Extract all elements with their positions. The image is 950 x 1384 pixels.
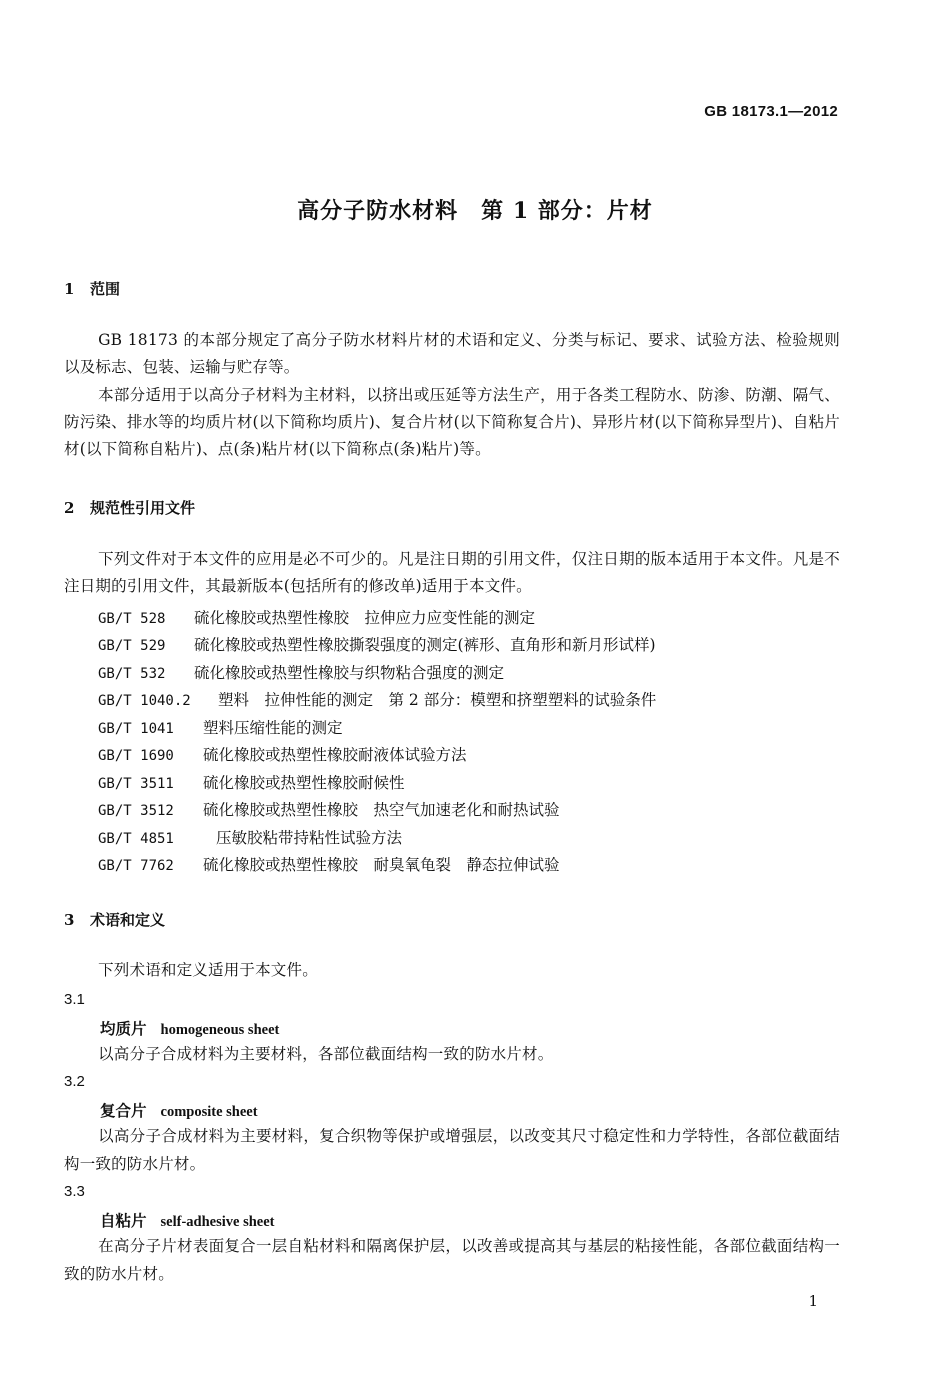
section-2-intro: [64, 546, 840, 601]
reference-item: [98, 771, 405, 793]
reference-code: GB/T 1040.2: [98, 693, 191, 709]
section-2-heading: [64, 497, 195, 518]
reference-item: [98, 716, 343, 738]
term-name: [100, 1209, 274, 1231]
term-definition: [64, 1232, 840, 1288]
section-3-intro: [64, 957, 840, 984]
reference-item: [98, 688, 656, 710]
reference-code: GB/T 3512: [98, 803, 174, 819]
paragraph: 本部分适用于以高分子材料为主材料，以挤出或压延等方法生产，用于各类工程防水、防渗、防潮、隔气、防污染、排水等的均质片材(以下简称均质片)、复合片材(以下简称复合片)、异形片材(以下简称异型片)、自粘片材(以下简称自粘片)、点(条)粘片材(以下简称点(条)粘片)等。: [64, 385, 840, 459]
reference-item: [98, 633, 656, 655]
reference-code: GB/T 7762: [98, 858, 174, 874]
paragraph: 以高分子合成材料为主要材料，各部位截面结构一致的防水片材。: [98, 1045, 554, 1063]
reference-title: 硫化橡胶或热塑性橡胶耐液体试验方法: [203, 746, 467, 764]
reference-code: GB/T 3511: [98, 776, 174, 792]
term-number: 3.2: [64, 1073, 85, 1090]
paragraph: 下列文件对于本文件的应用是必不可少的。凡是注日期的引用文件，仅注日期的版本适用于本文件。凡是不注日期的引用文件，其最新版本(包括所有的修改单)适用于本文件。: [64, 550, 840, 596]
reference-code: GB/T 528: [98, 611, 166, 627]
section-1-heading: [64, 278, 120, 299]
reference-item: [98, 826, 402, 848]
term-definition: [64, 1040, 840, 1068]
reference-code: GB/T 4851: [98, 831, 174, 847]
section-number: 3: [64, 911, 75, 929]
reference-title: 硫化橡胶或热塑性橡胶撕裂强度的测定(裤形、直角形和新月形试样): [194, 636, 656, 654]
section-3-heading: [64, 909, 165, 930]
reference-item: [98, 743, 467, 765]
reference-title: 硫化橡胶或热塑性橡胶 热空气加速老化和耐热试验: [203, 801, 560, 819]
reference-item: [98, 798, 560, 820]
page-number: 1: [808, 1292, 818, 1310]
term-name: [100, 1017, 279, 1039]
document-title: 高分子防水材料 第 1 部分：片材: [297, 198, 653, 224]
reference-title: 塑料压缩性能的测定: [203, 719, 343, 737]
reference-title: 压敏胶粘带持粘性试验方法: [216, 829, 403, 847]
reference-code: GB/T 529: [98, 638, 166, 654]
reference-item: [98, 853, 560, 875]
paragraph: 下列术语和定义适用于本文件。: [98, 961, 318, 979]
term-number: 3.1: [64, 991, 85, 1008]
standard-code: GB 18173.1—2012: [704, 103, 838, 120]
paragraph: 以高分子合成材料为主要材料，复合织物等保护或增强层，以改变其尺寸稳定性和力学特性，各部位截面结构一致的防水片材。: [64, 1127, 840, 1173]
term-name-zh: 自粘片: [100, 1211, 147, 1230]
section-number: 1: [64, 280, 75, 298]
paragraph: GB 18173 的本部分规定了高分子防水材料片材的术语和定义、分类与标记、要求、试验方法、检验规则以及标志、包装、运输与贮存等。: [64, 331, 840, 377]
reference-title: 硫化橡胶或热塑性橡胶与织物粘合强度的测定: [194, 664, 505, 682]
term-name-en: homogeneous sheet: [160, 1022, 280, 1038]
reference-code: GB/T 1041: [98, 721, 174, 737]
section-title: 范围: [90, 280, 121, 298]
term-name-zh: 均质片: [100, 1019, 147, 1038]
reference-item: [98, 606, 535, 628]
term-name-en: self-adhesive sheet: [160, 1214, 275, 1230]
reference-item: [98, 661, 504, 683]
reference-title: 硫化橡胶或热塑性橡胶 耐臭氧龟裂 静态拉伸试验: [203, 856, 560, 874]
reference-code: GB/T 532: [98, 666, 166, 682]
paragraph: 在高分子片材表面复合一层自粘材料和隔离保护层，以改善或提高其与基层的粘接性能，各部位截面结构一致的防水片材。: [64, 1237, 840, 1283]
term-name-zh: 复合片: [100, 1101, 147, 1120]
term-definition: [64, 1122, 840, 1178]
reference-title: 硫化橡胶或热塑性橡胶 拉伸应力应变性能的测定: [194, 609, 536, 627]
term-name: [100, 1099, 258, 1121]
reference-title: 塑料 拉伸性能的测定 第 2 部分：模塑和挤塑塑料的试验条件: [218, 691, 657, 709]
section-number: 2: [64, 499, 75, 517]
section-1-body: [64, 327, 840, 463]
section-title: 术语和定义: [90, 911, 166, 929]
section-title: 规范性引用文件: [90, 499, 196, 517]
reference-code: GB/T 1690: [98, 748, 174, 764]
term-number: 3.3: [64, 1183, 85, 1200]
reference-title: 硫化橡胶或热塑性橡胶耐候性: [203, 774, 405, 792]
term-name-en: composite sheet: [160, 1104, 258, 1120]
